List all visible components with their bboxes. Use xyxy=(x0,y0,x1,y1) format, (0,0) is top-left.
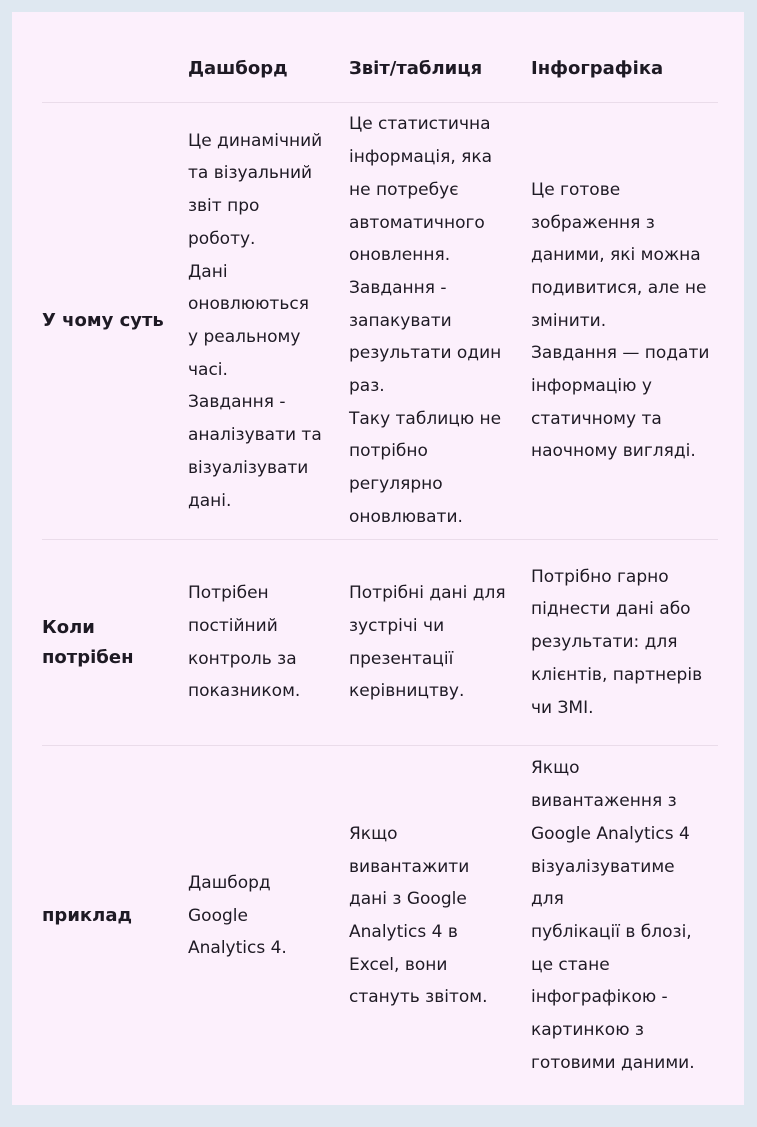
text-line: наочному вигляді. xyxy=(531,441,696,462)
header-report: Звіт/таблиця xyxy=(349,57,483,79)
text-line: картинкою з xyxy=(531,1020,644,1041)
text-line: Це готове xyxy=(531,179,621,200)
text-line: готовими даними. xyxy=(531,1052,695,1073)
text-line: вивантажити xyxy=(349,856,470,877)
text-line: Таку таблицю не xyxy=(349,408,502,429)
text-line: оновлюються xyxy=(188,294,309,315)
cell-when-report xyxy=(349,540,531,746)
text-line: оновлювати. xyxy=(349,506,463,527)
header-infographic: Інфографіка xyxy=(531,57,664,79)
cell-example-infographic xyxy=(531,746,718,1087)
text-line: потрібен xyxy=(42,646,134,668)
text-line: не потребує xyxy=(349,179,459,200)
table-row-example xyxy=(42,746,718,1087)
row-label-essence: У чому суть xyxy=(42,103,188,540)
text-line: Google Analytics 4 xyxy=(531,823,690,844)
text-line: статичному та xyxy=(531,408,662,429)
text-line: аналізувати та xyxy=(188,425,322,446)
text-line: дані з Google xyxy=(349,889,467,910)
text-line: показником. xyxy=(188,681,301,702)
text-line: контроль за xyxy=(188,648,297,669)
header-dashboard: Дашборд xyxy=(188,57,288,79)
text-line: публікації в блозі, xyxy=(531,922,692,942)
text-line: візуалізуватиме для xyxy=(531,856,675,910)
cell-essence-dashboard xyxy=(188,103,349,540)
text-line: це стане xyxy=(531,954,610,975)
text-line: даними, які можна xyxy=(531,245,701,266)
text-line: Excel, вони xyxy=(349,954,448,975)
text-line: керівництву. xyxy=(349,681,465,702)
table-row-when-needed xyxy=(42,540,718,746)
text-line: Це статистична xyxy=(349,114,491,135)
text-line: Це динамічний xyxy=(188,130,323,151)
text-line: подивитися, але не xyxy=(531,277,707,298)
text-line: раз. xyxy=(349,376,385,397)
text-line: результати: для xyxy=(531,632,678,653)
text-line: постійний xyxy=(188,615,278,636)
text-line: Дашборд xyxy=(188,872,271,893)
text-line: стануть звітом. xyxy=(349,987,488,1008)
text-line: візуалізувати xyxy=(188,457,309,478)
cell-when-dashboard xyxy=(188,540,349,746)
text-line: результати один xyxy=(349,343,502,364)
text-line: дані. xyxy=(188,490,232,511)
text-line: зображення з xyxy=(531,212,655,233)
text-line: вивантаження з xyxy=(531,791,677,812)
text-line: роботу. xyxy=(188,228,256,249)
text-line: Якщо xyxy=(349,823,398,844)
row-label-when-needed xyxy=(42,540,188,746)
text-line: у реальному xyxy=(188,327,301,347)
text-line: оновлення. xyxy=(349,245,451,266)
text-line: Потрібні дані для xyxy=(349,583,506,604)
text-line: Якщо xyxy=(531,758,580,779)
text-line: потрібно xyxy=(349,441,428,462)
header-empty xyxy=(42,34,188,103)
cell-when-infographic xyxy=(531,540,718,746)
text-line: Analytics 4 в xyxy=(349,922,458,942)
text-line: інформацію у xyxy=(531,376,652,397)
text-line: клієнтів, партнерів xyxy=(531,664,703,685)
text-line: Коли xyxy=(42,616,95,638)
comparison-card xyxy=(12,12,744,1105)
text-line: Google xyxy=(188,905,248,926)
text-line: Потрібно гарно xyxy=(531,566,669,587)
text-line: зустрічі чи xyxy=(349,615,445,636)
text-line: автоматичного xyxy=(349,212,485,233)
text-line: звіт про xyxy=(188,196,260,217)
text-line: Analytics 4. xyxy=(188,938,287,959)
text-line: запакувати xyxy=(349,310,452,331)
header-row xyxy=(42,34,718,103)
comparison-table xyxy=(42,34,718,1086)
text-line: Завдання - xyxy=(349,277,447,298)
text-line: Завдання - xyxy=(188,392,286,413)
text-line: інформація, яка xyxy=(349,147,493,168)
cell-example-dashboard xyxy=(188,746,349,1087)
text-line: піднести дані або xyxy=(531,599,691,620)
cell-essence-report xyxy=(349,103,531,540)
text-line: регулярно xyxy=(349,474,443,495)
text-line: презентації xyxy=(349,648,454,669)
text-line: інфографікою - xyxy=(531,987,668,1008)
text-line: чи ЗМІ. xyxy=(531,697,594,718)
text-line: Потрібен xyxy=(188,583,269,604)
text-line: часі. xyxy=(188,359,228,380)
text-line: Завдання — подати xyxy=(531,343,710,364)
row-label-example: приклад xyxy=(42,746,188,1087)
cell-example-report xyxy=(349,746,531,1087)
cell-essence-infographic xyxy=(531,103,718,540)
table-row-essence xyxy=(42,103,718,540)
text-line: та візуальний xyxy=(188,163,313,184)
text-line: Дані xyxy=(188,261,228,282)
text-line: змінити. xyxy=(531,310,607,331)
